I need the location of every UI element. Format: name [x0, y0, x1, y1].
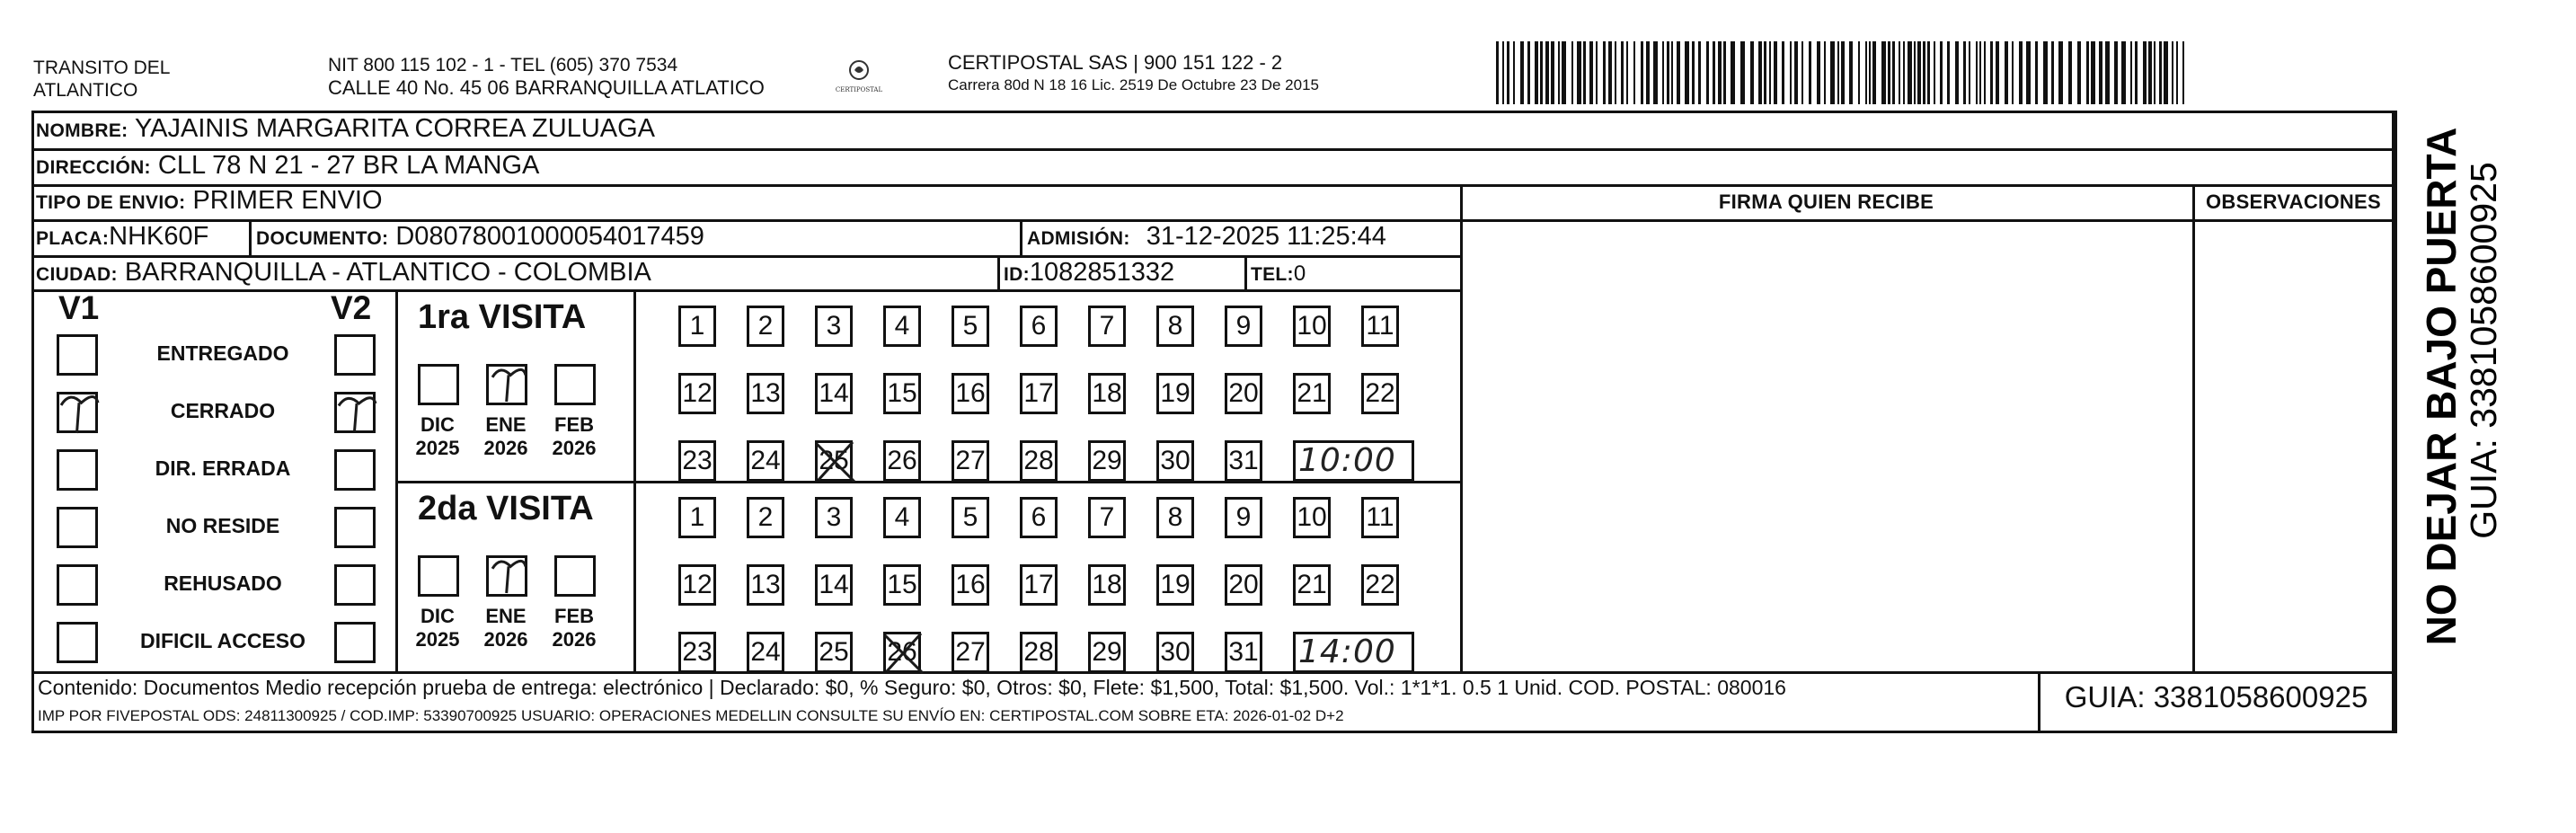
city-cell — [36, 257, 651, 290]
svg-text:CERTIPOSTAL: CERTIPOSTAL — [835, 86, 883, 93]
month-name: ENE — [485, 605, 527, 627]
v1-checkbox[interactable] — [57, 507, 98, 548]
v2-checkbox[interactable] — [334, 392, 376, 433]
day-box-21[interactable]: 21 — [1293, 564, 1331, 606]
day-box-31[interactable]: 31 — [1225, 440, 1262, 482]
day-box-10[interactable]: 10 — [1293, 306, 1331, 347]
v1-checkbox[interactable] — [57, 564, 98, 606]
day-box-9[interactable]: 9 — [1225, 306, 1262, 347]
id-label: ID: — [1004, 264, 1030, 285]
id-cell — [1004, 257, 1174, 290]
v2-checkbox[interactable] — [334, 564, 376, 606]
carrier-info — [948, 51, 1319, 95]
v1-header: V1 — [58, 289, 100, 326]
day-box-24[interactable]: 24 — [747, 440, 784, 482]
month-year: 2026 — [483, 628, 528, 651]
status-label: DIFICIL ACCESO — [139, 629, 305, 652]
status-label: NO RESIDE — [165, 514, 280, 537]
visit-title: 2da VISITA — [418, 490, 594, 527]
month-checkbox[interactable] — [418, 555, 459, 597]
v2-checkbox[interactable] — [334, 334, 376, 376]
day-box-18[interactable]: 18 — [1088, 564, 1126, 606]
plate-value: NHK60F — [109, 222, 209, 251]
status-label: CERRADO — [170, 399, 276, 422]
day-box-30[interactable]: 30 — [1156, 632, 1194, 673]
sender-contact — [328, 54, 765, 99]
day-box-27[interactable]: 27 — [952, 440, 989, 482]
address-label: DIRECCIÓN: — [36, 157, 151, 178]
day-box-28[interactable]: 28 — [1020, 632, 1058, 673]
day-box-6[interactable]: 6 — [1020, 306, 1058, 347]
shipment-type: PRIMER ENVIO — [192, 186, 383, 215]
side-labels — [2412, 117, 2529, 656]
day-box-3[interactable]: 3 — [815, 306, 853, 347]
status-label: DIR. ERRADA — [155, 456, 291, 480]
v2-checkbox[interactable] — [334, 507, 376, 548]
day-box-26[interactable]: 26 — [883, 632, 921, 673]
month-name: DIC — [420, 605, 455, 627]
barcode — [1496, 41, 2188, 104]
day-box-29[interactable]: 29 — [1088, 632, 1126, 673]
v2-checkbox[interactable] — [334, 622, 376, 663]
day-box-14[interactable]: 14 — [815, 564, 853, 606]
month-label — [411, 413, 465, 460]
admission-cell — [1027, 221, 1386, 254]
admission-value: 31-12-2025 11:25:44 — [1146, 222, 1386, 251]
day-box-15[interactable]: 15 — [883, 564, 921, 606]
day-box-16[interactable]: 16 — [952, 373, 989, 414]
month-name: FEB — [554, 413, 594, 436]
name-row — [36, 113, 655, 146]
day-box-14[interactable]: 14 — [815, 373, 853, 414]
month-year: 2026 — [552, 437, 597, 459]
status-label: REHUSADO — [164, 572, 282, 595]
day-box-24[interactable]: 24 — [747, 632, 784, 673]
address-row — [36, 150, 539, 183]
month-label — [411, 605, 465, 651]
tel-cell — [1251, 257, 1306, 290]
day-box-8[interactable]: 8 — [1156, 306, 1194, 347]
day-box-4[interactable]: 4 — [883, 306, 921, 347]
status-label: ENTREGADO — [156, 341, 289, 365]
month-year: 2026 — [552, 628, 597, 651]
sender-line-2: ATLANTICO — [33, 80, 138, 101]
recipient-address: CLL 78 N 21 - 27 BR LA MANGA — [157, 151, 540, 180]
contents-line: Contenido: Documentos Medio recepción prueba de entrega: electrónico | Declarado: $0, % Seguro: $0, Otros: $0, Flete: $1,500, Total: $1,500. Vol.: 1*1*1. 0.5 1 Unid. COD. POSTAL: 080016 — [38, 676, 1786, 699]
type-row — [36, 185, 383, 218]
day-box-13[interactable]: 13 — [747, 564, 784, 606]
tel-value: 0 — [1293, 261, 1306, 286]
day-box-5[interactable]: 5 — [952, 306, 989, 347]
day-box-16[interactable]: 16 — [952, 564, 989, 606]
id-value: 1082851332 — [1029, 258, 1175, 287]
document-label: DOCUMENTO: — [256, 228, 389, 249]
license-line: Carrera 80d N 18 16 Lic. 2519 De Octubre 23 De 2015 — [948, 76, 1319, 93]
v1-checkbox[interactable] — [57, 392, 98, 433]
carrier-line: CERTIPOSTAL SAS | 900 151 122 - 2 — [948, 51, 1283, 74]
month-label — [479, 413, 533, 460]
type-label: TIPO DE ENVIO: — [36, 192, 186, 213]
month-label — [479, 605, 533, 651]
day-box-23[interactable]: 23 — [678, 440, 716, 482]
day-box-25[interactable]: 25 — [815, 632, 853, 673]
day-box-23[interactable]: 23 — [678, 632, 716, 673]
month-checkbox[interactable] — [486, 364, 527, 405]
day-box-8[interactable]: 8 — [1156, 497, 1194, 538]
day-box-22[interactable]: 22 — [1361, 564, 1399, 606]
city-label: CIUDAD: — [36, 264, 118, 285]
month-checkbox[interactable] — [554, 364, 596, 405]
address-line: CALLE 40 No. 45 06 BARRANQUILLA ATLATICO — [328, 76, 765, 99]
month-label — [547, 605, 601, 651]
day-box-28[interactable]: 28 — [1020, 440, 1058, 482]
day-box-5[interactable]: 5 — [952, 497, 989, 538]
handwritten-time: 14:00 — [1298, 634, 1396, 670]
day-box-19[interactable]: 19 — [1156, 564, 1194, 606]
day-box-2[interactable]: 2 — [747, 497, 784, 538]
day-box-27[interactable]: 27 — [952, 632, 989, 673]
day-box-7[interactable]: 7 — [1088, 497, 1126, 538]
day-box-17[interactable]: 17 — [1020, 564, 1058, 606]
day-box-7[interactable]: 7 — [1088, 306, 1126, 347]
document-value: D08078001000054017459 — [395, 222, 704, 251]
month-checkbox[interactable] — [554, 555, 596, 597]
plate-label: PLACA: — [36, 228, 110, 249]
day-box-9[interactable]: 9 — [1225, 497, 1262, 538]
month-name: ENE — [485, 413, 527, 436]
sender-name — [33, 57, 170, 102]
day-box-2[interactable]: 2 — [747, 306, 784, 347]
certipostal-logo — [831, 56, 887, 101]
day-box-20[interactable]: 20 — [1225, 373, 1262, 414]
day-box-10[interactable]: 10 — [1293, 497, 1331, 538]
recipient-name: YAJAINIS MARGARITA CORREA ZULUAGA — [134, 114, 656, 143]
document-cell — [256, 221, 704, 254]
no-dejar-bajo-puerta: NO DEJAR BAJO PUERTA — [2418, 127, 2465, 646]
v2-checkbox[interactable] — [334, 449, 376, 491]
day-box-6[interactable]: 6 — [1020, 497, 1058, 538]
day-box-13[interactable]: 13 — [747, 373, 784, 414]
v1-checkbox[interactable] — [57, 622, 98, 663]
name-label: NOMBRE: — [36, 120, 128, 141]
month-year: 2025 — [415, 628, 460, 651]
admission-label: ADMISIÓN: — [1027, 228, 1130, 249]
observations-header: OBSERVACIONES — [2205, 191, 2381, 213]
day-box-4[interactable]: 4 — [883, 497, 921, 538]
day-box-17[interactable]: 17 — [1020, 373, 1058, 414]
side-guide-number: GUIA: 3381058600925 — [2463, 162, 2504, 539]
day-box-15[interactable]: 15 — [883, 373, 921, 414]
month-year: 2025 — [415, 437, 460, 459]
month-year: 2026 — [483, 437, 528, 459]
signature-header: FIRMA QUIEN RECIBE — [1718, 191, 1934, 213]
day-box-25[interactable]: 25 — [815, 440, 853, 482]
v1-checkbox[interactable] — [57, 449, 98, 491]
day-box-3[interactable]: 3 — [815, 497, 853, 538]
day-box-22[interactable]: 22 — [1361, 373, 1399, 414]
month-checkbox[interactable] — [418, 364, 459, 405]
v1-checkbox[interactable] — [57, 334, 98, 376]
day-box-29[interactable]: 29 — [1088, 440, 1126, 482]
sender-line-1: TRANSITO DEL — [33, 58, 171, 78]
day-box-11[interactable]: 11 — [1361, 497, 1399, 538]
month-name: FEB — [554, 605, 594, 627]
day-box-31[interactable]: 31 — [1225, 632, 1262, 673]
day-box-1[interactable]: 1 — [678, 306, 716, 347]
handwritten-time: 10:00 — [1298, 442, 1396, 479]
day-box-20[interactable]: 20 — [1225, 564, 1262, 606]
day-box-18[interactable]: 18 — [1088, 373, 1126, 414]
day-box-26[interactable]: 26 — [883, 440, 921, 482]
v2-header: V2 — [331, 289, 372, 326]
day-box-21[interactable]: 21 — [1293, 373, 1331, 414]
month-name: DIC — [420, 413, 455, 436]
tel-label: TEL: — [1251, 264, 1294, 285]
footer-guide-number: GUIA: 3381058600925 — [2064, 680, 2368, 713]
visit-title: 1ra VISITA — [418, 298, 587, 336]
day-box-11[interactable]: 11 — [1361, 306, 1399, 347]
day-box-1[interactable]: 1 — [678, 497, 716, 538]
nit-line: NIT 800 115 102 - 1 - TEL (605) 370 7534 — [328, 55, 678, 75]
print-line: IMP POR FIVEPOSTAL ODS: 24811300925 / COD.IMP: 53390700925 USUARIO: OPERACIONES MEDELLIN CONSULTE SU ENVÍO EN: CERTIPOSTAL.COM SOBRE ETA: 2026-01-02 D+2 — [38, 707, 1344, 724]
month-label — [547, 413, 601, 460]
city-value: BARRANQUILLA - ATLANTICO - COLOMBIA — [124, 258, 651, 287]
day-box-12[interactable]: 12 — [678, 373, 716, 414]
month-checkbox[interactable] — [486, 555, 527, 597]
day-box-30[interactable]: 30 — [1156, 440, 1194, 482]
day-box-12[interactable]: 12 — [678, 564, 716, 606]
plate-cell — [36, 221, 208, 254]
day-box-19[interactable]: 19 — [1156, 373, 1194, 414]
